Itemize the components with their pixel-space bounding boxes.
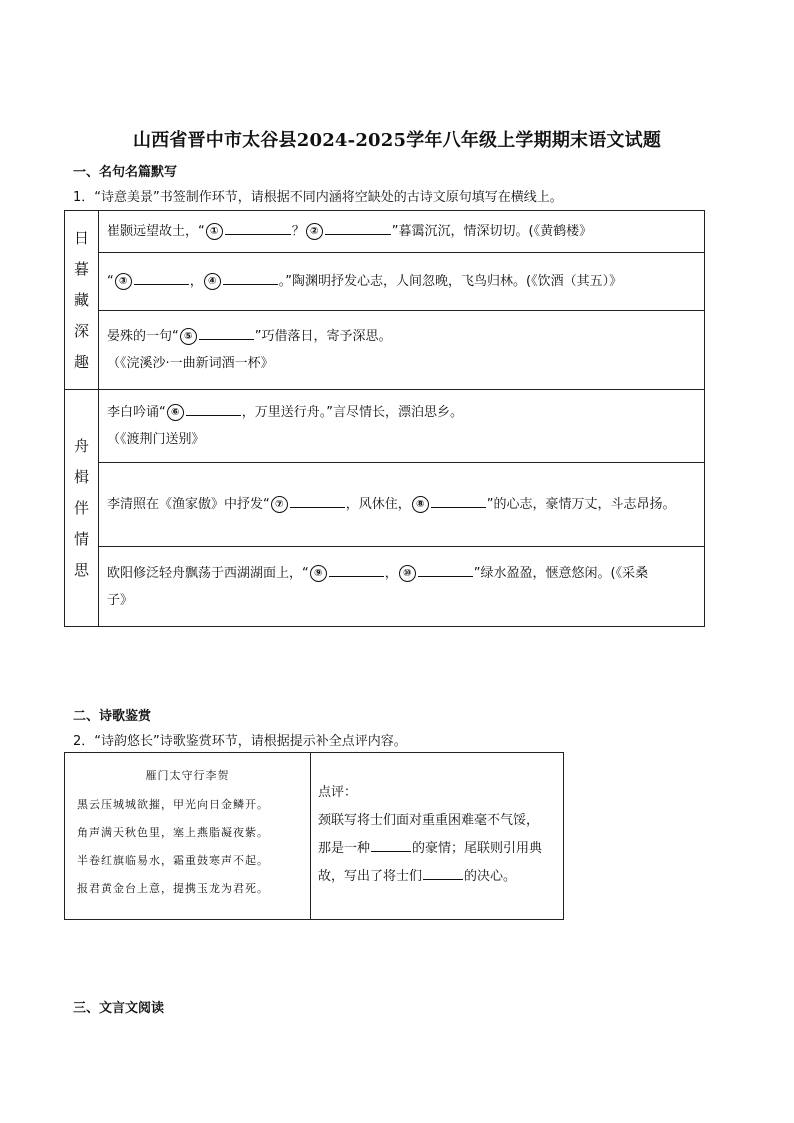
blank-number: ⑦ <box>271 496 288 513</box>
quote-row-3: 晏殊的一句“ ⑤ ”巧借落日，寄予深思。 （《浣溪沙·一曲新词酒一杯》 <box>99 310 705 390</box>
blank-number: ⑧ <box>412 496 429 513</box>
quote-row-2: “ ③ ， ④ 。”陶渊明抒发心志，人间忽晚，飞鸟归林。(《饮酒（其五）》 <box>99 253 705 310</box>
poem-title: 雁门太守行李贺 <box>145 769 230 782</box>
section-heading-3: 三、文言文阅读 <box>73 1001 165 1016</box>
blank-number: ⑥ <box>167 404 184 421</box>
blank-number: ④ <box>204 273 221 290</box>
comment-label: 点评： <box>318 785 358 800</box>
answer-blank[interactable] <box>290 493 345 508</box>
poem-line: 报君黄金台上意，提携玉龙为君死。 <box>77 882 269 895</box>
answer-blank[interactable] <box>223 270 278 285</box>
poem-line: 黑云压城城欲摧，甲光向日金鳞开。 <box>77 798 269 811</box>
blank-number: ③ <box>115 273 132 290</box>
poem-cell <box>65 753 311 920</box>
comment-line: 故，写出了将士们 的决心。 <box>318 863 555 891</box>
answer-blank[interactable] <box>329 562 384 577</box>
question-1-text: 1．“诗意美景”书签制作环节，请根据不同内涵将空缺处的古诗文原句填写在横线上。 <box>73 190 563 205</box>
answer-blank[interactable] <box>418 562 473 577</box>
quote-row-5: 李清照在《渔家傲》中抒发“ ⑦ ，风休住， ⑧ ”的心志，豪情万丈，斗志昂扬。 <box>99 462 705 547</box>
blank-number: ⑤ <box>180 328 197 345</box>
answer-blank[interactable] <box>325 220 391 235</box>
group-label-1: 日 暮 藏 深 趣 <box>65 211 99 390</box>
answer-blank[interactable] <box>134 270 189 285</box>
answer-blank[interactable] <box>371 837 411 852</box>
comment-line: 颈联写将士们面对重重困难毫不气馁， <box>318 813 540 828</box>
answer-blank[interactable] <box>225 220 291 235</box>
page-title: 山西省晋中市太谷县2024-2025学年八年级上学期期末语文试题 <box>132 130 662 151</box>
question-2-text: 2．“诗韵悠长”诗歌鉴赏环节，请根据提示补全点评内容。 <box>73 734 407 749</box>
comment-cell <box>311 753 564 920</box>
quote-row-1: 崔颢远望故土，“ ① ？ ② ”暮霭沉沉，情深切切。(《黄鹤楼》 <box>99 211 705 253</box>
poem-table <box>64 752 564 920</box>
quote-table <box>64 210 705 627</box>
poem-line: 角声满天秋色里，塞上燕脂凝夜紫。 <box>77 826 269 839</box>
group-label-2: 舟 楫 伴 情 思 <box>65 390 99 627</box>
section-heading-1: 一、名句名篇默写 <box>73 165 178 180</box>
blank-number: ⑨ <box>310 565 327 582</box>
answer-blank[interactable] <box>423 865 463 880</box>
comment-line: 那是一种 的豪情；尾联则引用典 <box>318 835 555 863</box>
blank-number: ① <box>206 223 223 240</box>
section-heading-2: 二、诗歌鉴赏 <box>73 709 152 724</box>
blank-number: ⑩ <box>399 565 416 582</box>
answer-blank[interactable] <box>431 493 486 508</box>
poem-line: 半卷红旗临易水，霜重鼓寒声不起。 <box>77 854 269 867</box>
blank-number: ② <box>306 223 323 240</box>
answer-blank[interactable] <box>186 401 241 416</box>
answer-blank[interactable] <box>199 325 254 340</box>
quote-row-4: 李白吟诵“ ⑥ ，万里送行舟。”言尽情长，漂泊思乡。 （《渡荆门送别》 <box>99 390 705 463</box>
quote-row-6: 欧阳修泛轻舟飘荡于西湖湖面上，“ ⑨ ， ⑩ ”绿水盈盈，惬意悠闲。(《采桑 子》 <box>99 547 705 627</box>
